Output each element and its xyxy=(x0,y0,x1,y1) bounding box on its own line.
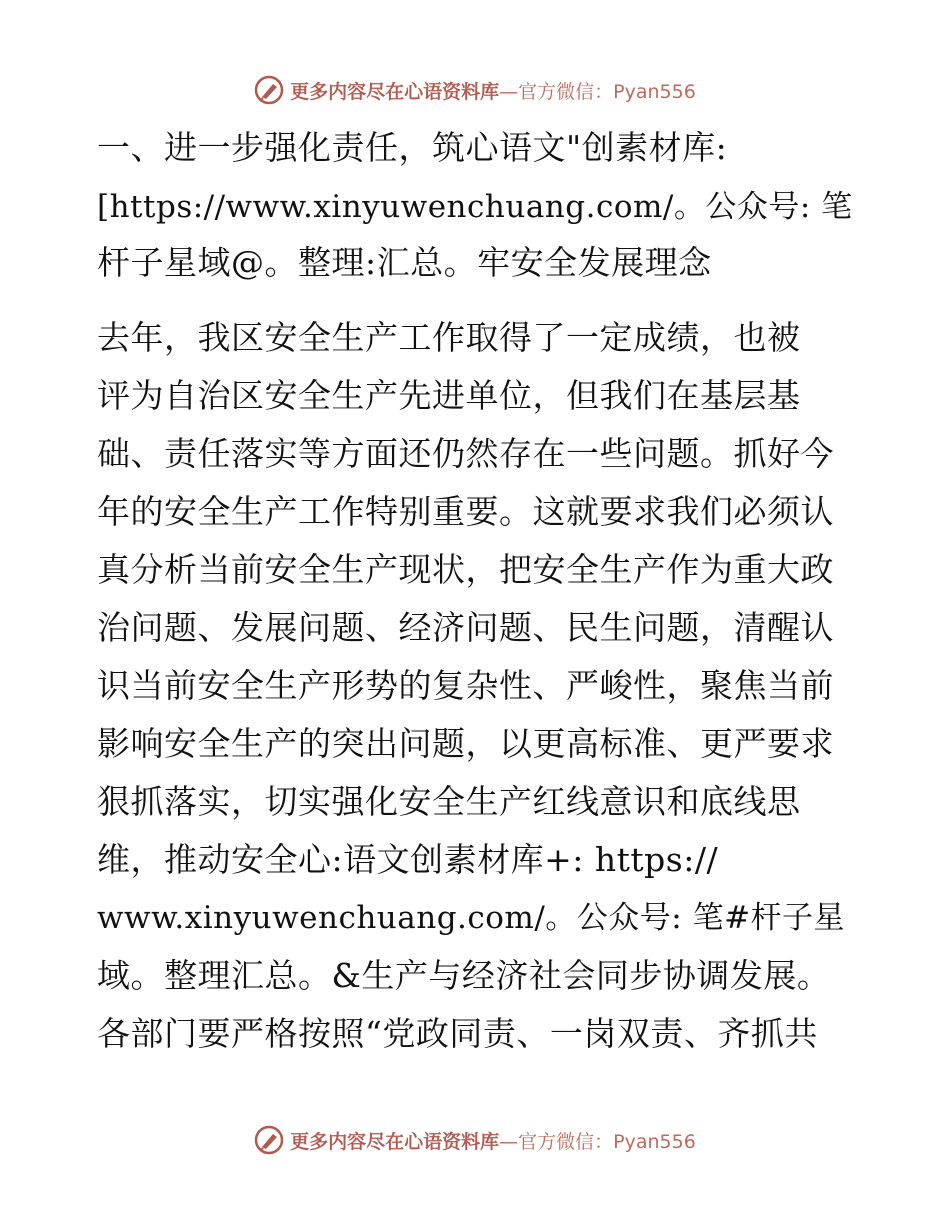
pen-nib-logo-icon xyxy=(254,1125,284,1155)
body-line: 年的安全生产工作特别重要。这就要求我们必须认 xyxy=(97,492,834,531)
header-banner-wechat: 官方微信：Pyan556 xyxy=(518,80,696,103)
body-line: 各部门要严格按照“党政同责、一岗双责、齐抓共 xyxy=(97,1014,818,1053)
footer-banner-separator: — xyxy=(499,1130,519,1153)
header-banner-title: 更多内容尽在心语资料库 xyxy=(290,80,500,103)
body-line: 域。整理汇总。&生产与经济社会同步协调发展。 xyxy=(97,956,831,995)
body-line: 维，推动安全心:语文创素材库+: https:// xyxy=(97,840,719,879)
body-line: 狠抓落实，切实强化安全生产红线意识和底线思 xyxy=(97,782,801,821)
body-line: 础、责任落实等方面还仍然存在一些问题。抓好今 xyxy=(97,434,834,473)
body-line: www.xinyuwenchuang.com/。公众号: 笔#杆子星 xyxy=(97,900,846,936)
footer-banner-text xyxy=(290,1127,696,1154)
body-line: 去年，我区安全生产工作取得了一定成绩，也被 xyxy=(97,318,801,357)
body-line: 一、进一步强化责任，筑心语文"创素材库: xyxy=(97,128,728,167)
header-banner-separator: — xyxy=(499,80,519,103)
footer-banner-title: 更多内容尽在心语资料库 xyxy=(290,1130,500,1153)
header-banner-text xyxy=(290,77,696,104)
pen-nib-logo-icon xyxy=(254,75,284,105)
footer-banner xyxy=(0,1120,950,1160)
body-line: [https://www.xinyuwenchuang.com/。公众号: 笔 xyxy=(97,189,853,225)
body-line: 治问题、发展问题、经济问题、民生问题，清醒认 xyxy=(97,608,834,647)
footer-banner-wechat: 官方微信：Pyan556 xyxy=(518,1130,696,1153)
header-banner xyxy=(0,70,950,110)
body-line: 评为自治区安全生产先进单位，但我们在基层基 xyxy=(97,376,801,415)
body-line: 影响安全生产的突出问题，以更高标准、更严要求 xyxy=(97,724,834,763)
body-line: 杆子星域@。整理:汇总。牢安全发展理念 xyxy=(97,243,712,282)
body-line: 真分析当前安全生产现状，把安全生产作为重大政 xyxy=(97,550,834,589)
body-line: 识当前安全生产形势的复杂性、严峻性，聚焦当前 xyxy=(97,666,834,705)
